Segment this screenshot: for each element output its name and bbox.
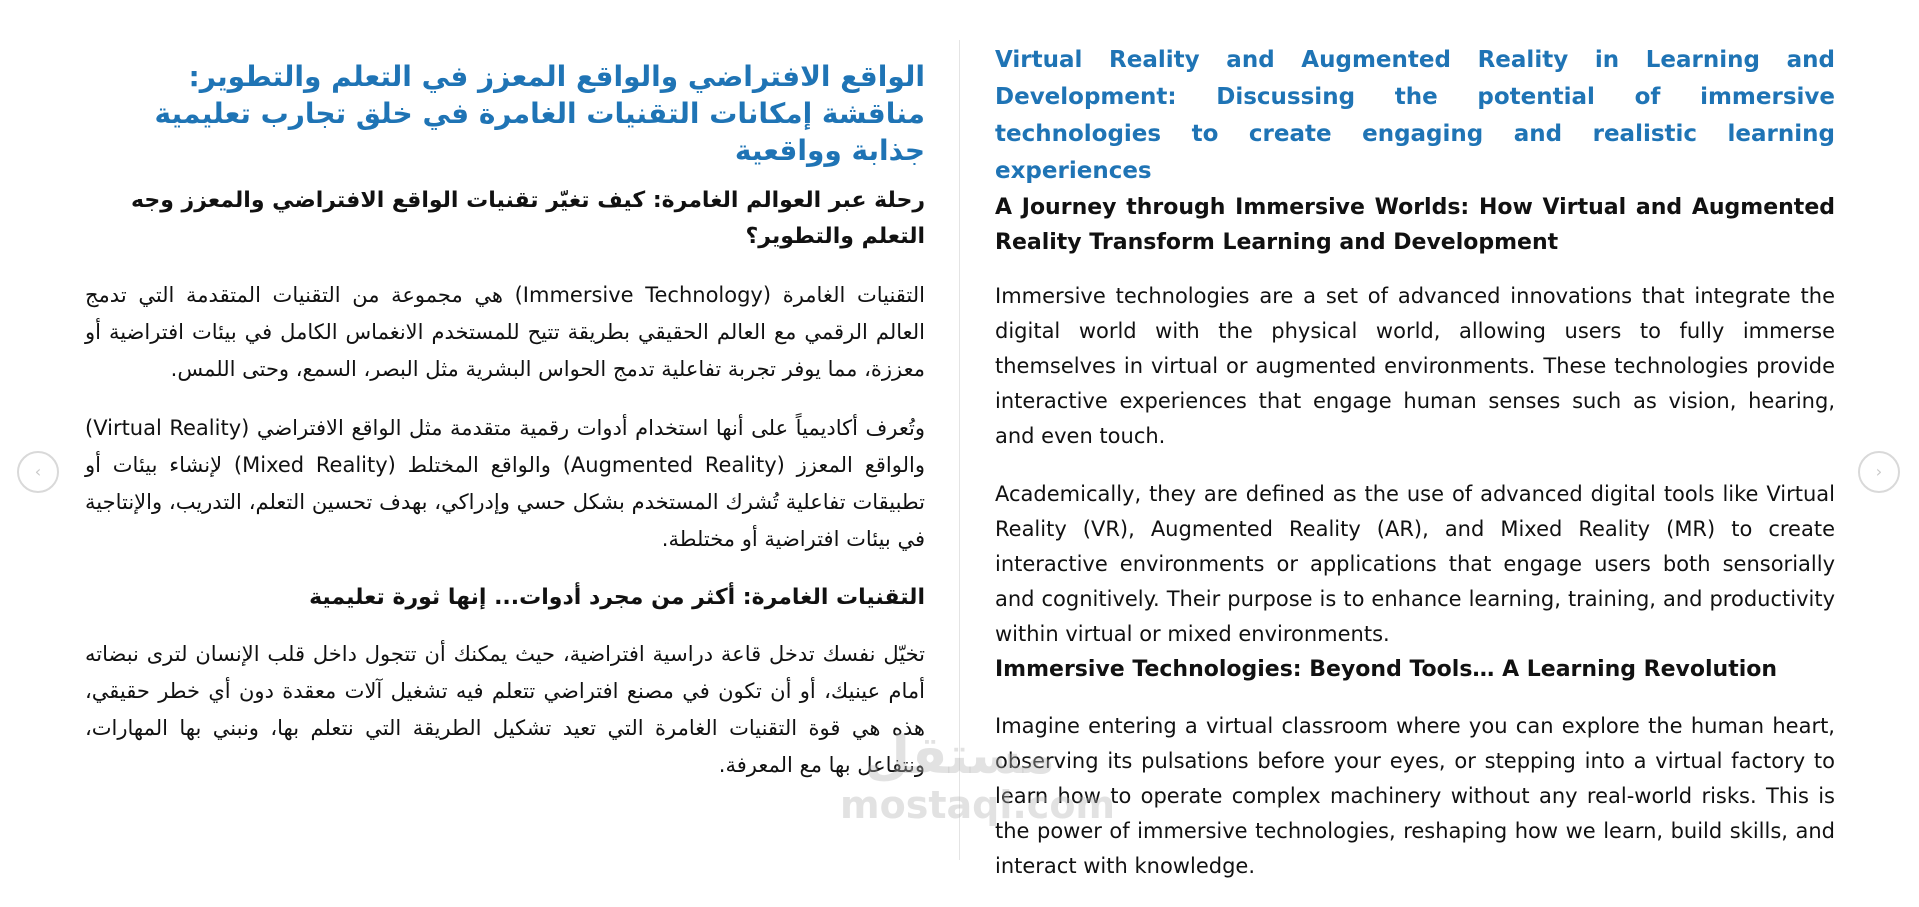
chevron-left-icon: ‹ xyxy=(34,462,42,481)
english-paragraph-2: Academically, they are defined as the use of advanced digital tools like Virtual Reality (VR), Augmented Reality (AR), and Mixed Reality (MR) to create interactive environments or applications that engage users both sensorially and cognitively. Their purpose is to enhance learning, training, and productivity within virtual or mixed environments. xyxy=(995,482,1835,646)
english-paragraph-3: Imagine entering a virtual classroom where you can explore the human heart, observing its pulsations before your eyes, or stepping into a virtual factory to learn how to operate complex machinery without any real-world risks. This is the power of immersive technologies, reshaping how we learn, build skills, and interact with knowledge. xyxy=(995,714,1835,878)
english-subtitle: A Journey through Immersive Worlds: How Virtual and Augmented Reality Transform Learning and Development xyxy=(995,195,1835,255)
column-divider xyxy=(959,40,960,860)
watermark-english: mostaql.com xyxy=(840,783,1116,827)
english-title: Virtual Reality and Augmented Reality in Learning and Development: Discussing the potential of immersive technologies to create engaging and realistic learning experiences xyxy=(995,47,1835,184)
arabic-paragraph-3: تخيّل نفسك تدخل قاعة دراسية افتراضية، حيث يمكنك أن تتجول داخل قلب الإنسان لترى نبضاته أمام عينيك، أو أن تكون في مصنع افتراضي تتعلم فيه تشغيل آلات معقدة دون أي خطر حقيقي، هذه هي قوة التقنيات الغامرة التي تعيد تشكيل الطريقة التي نتعلم بها، ونبني بها المهارات، ونتفاعل بها مع المعرفة. xyxy=(85,642,925,777)
arabic-paragraph-2: وتُعرف أكاديمياً على أنها استخدام أدوات رقمية متقدمة مثل الواقع الافتراضي (Virtual Reality) والواقع المعزز (Augmented Reality) والواقع المختلط (Mixed Reality) لإنشاء بيئات أو تطبيقات تفاعلية تُشرك المستخدم بشكل حسي وإدراكي، بهدف تحسين التعلم، التدريب، والإنتاجية في بيئات افتراضية أو مختلطة. xyxy=(85,416,925,551)
arabic-title: الواقع الافتراضي والواقع المعزز في التعلم والتطوير: مناقشة إمكانات التقنيات الغامرة في خلق تجارب تعليمية جذابة وواقعية xyxy=(154,60,925,167)
next-slide-button[interactable] xyxy=(1858,451,1900,493)
previous-slide-button[interactable] xyxy=(17,451,59,493)
arabic-paragraph-1: التقنيات الغامرة (Immersive Technology) هي مجموعة من التقنيات المتقدمة التي تدمج العالم الرقمي مع العالم الحقيقي بطريقة تتيح للمستخدم الانغماس الكامل في بيئات افتراضية أو معززة، مما يوفر تجربة تفاعلية تدمج الحواس البشرية مثل البصر، السمع، وحتى اللمس. xyxy=(85,283,926,381)
chevron-right-icon: › xyxy=(1875,462,1883,481)
arabic-section-heading: التقنيات الغامرة: أكثر من مجرد أدوات... إنها ثورة تعليمية xyxy=(309,585,925,610)
english-section-heading: Immersive Technologies: Beyond Tools… A Learning Revolution xyxy=(995,657,1778,682)
arabic-subtitle: رحلة عبر العوالم الغامرة: كيف تغيّر تقنيات الواقع الافتراضي والمعزز وجه التعلم والتطوير؟ xyxy=(131,188,925,249)
english-column xyxy=(995,42,1835,907)
arabic-column xyxy=(85,58,925,806)
english-paragraph-1: Immersive technologies are a set of advanced innovations that integrate the digital world with the physical world, allowing users to fully immerse themselves in virtual or augmented environments. These technologies provide interactive experiences that engage human senses such as vision, hearing, and even touch. xyxy=(995,284,1835,448)
watermark-arabic: مستقل xyxy=(864,726,1056,786)
